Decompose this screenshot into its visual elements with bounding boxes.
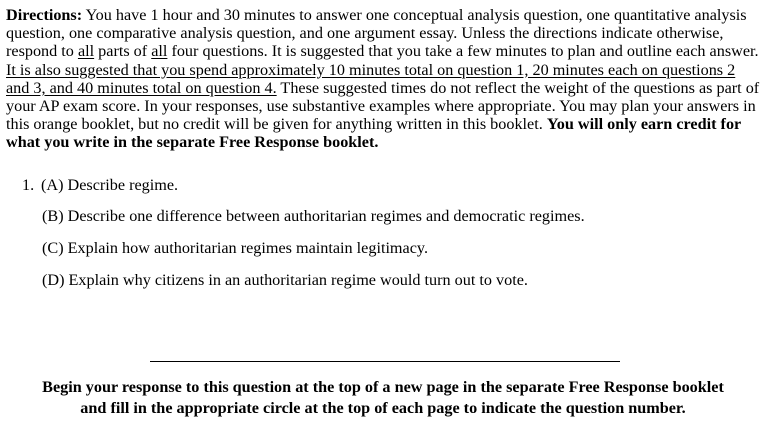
question-part-d: (D) Explain why citizens in an authoritarian regime would turn out to vote.	[42, 271, 528, 289]
directions-all-2: all	[151, 42, 168, 61]
directions-all-1: all	[77, 42, 95, 61]
closing-instructions	[0, 377, 766, 419]
directions-paragraph	[6, 6, 762, 152]
question-number: 1.	[22, 176, 35, 194]
directions-text-1: You have 1 hour and 30 minutes to answer one conceptual analysis question, one quantitative analysis question, one comparative analysis question, and one argument essay. Unless the directions indicate otherwise, respond to	[6, 6, 747, 61]
directions-text-4: These suggested times do not reflect the weight of the questions as part of your AP exam score. In your responses, use substantive examples where appropriate. You may plan your answers in this orange booklet, but no credit will be given for anything written in this booklet.	[6, 78, 760, 134]
closing-line-2: and fill in the appropriate circle at the top of each page to indicate the question number.	[80, 399, 686, 417]
question-part-a-text: (A) Describe regime.	[41, 176, 179, 194]
question-part-a	[22, 176, 178, 195]
suggested-times-note: It is also suggested that you spend approximately 10 minutes total on question 1, 20 minutes each on questions 2 and 3, and 40 minutes total on question 4.	[6, 60, 736, 97]
directions-text-3: four questions. It is suggested that you take a few minutes to plan and outline each answer.	[167, 42, 759, 61]
divider-rule	[150, 361, 620, 362]
question-part-c: (C) Explain how authoritarian regimes maintain legitimacy.	[42, 239, 428, 257]
question-part-b: (B) Describe one difference between authoritarian regimes and democratic regimes.	[42, 207, 585, 225]
directions-label: Directions:	[6, 6, 83, 24]
directions-text-2: parts of	[94, 42, 152, 61]
credit-note: You will only earn credit for what you write in the separate Free Response booklet.	[6, 115, 741, 152]
closing-line-1: Begin your response to this question at the top of a new page in the separate Free Response booklet	[42, 378, 724, 396]
